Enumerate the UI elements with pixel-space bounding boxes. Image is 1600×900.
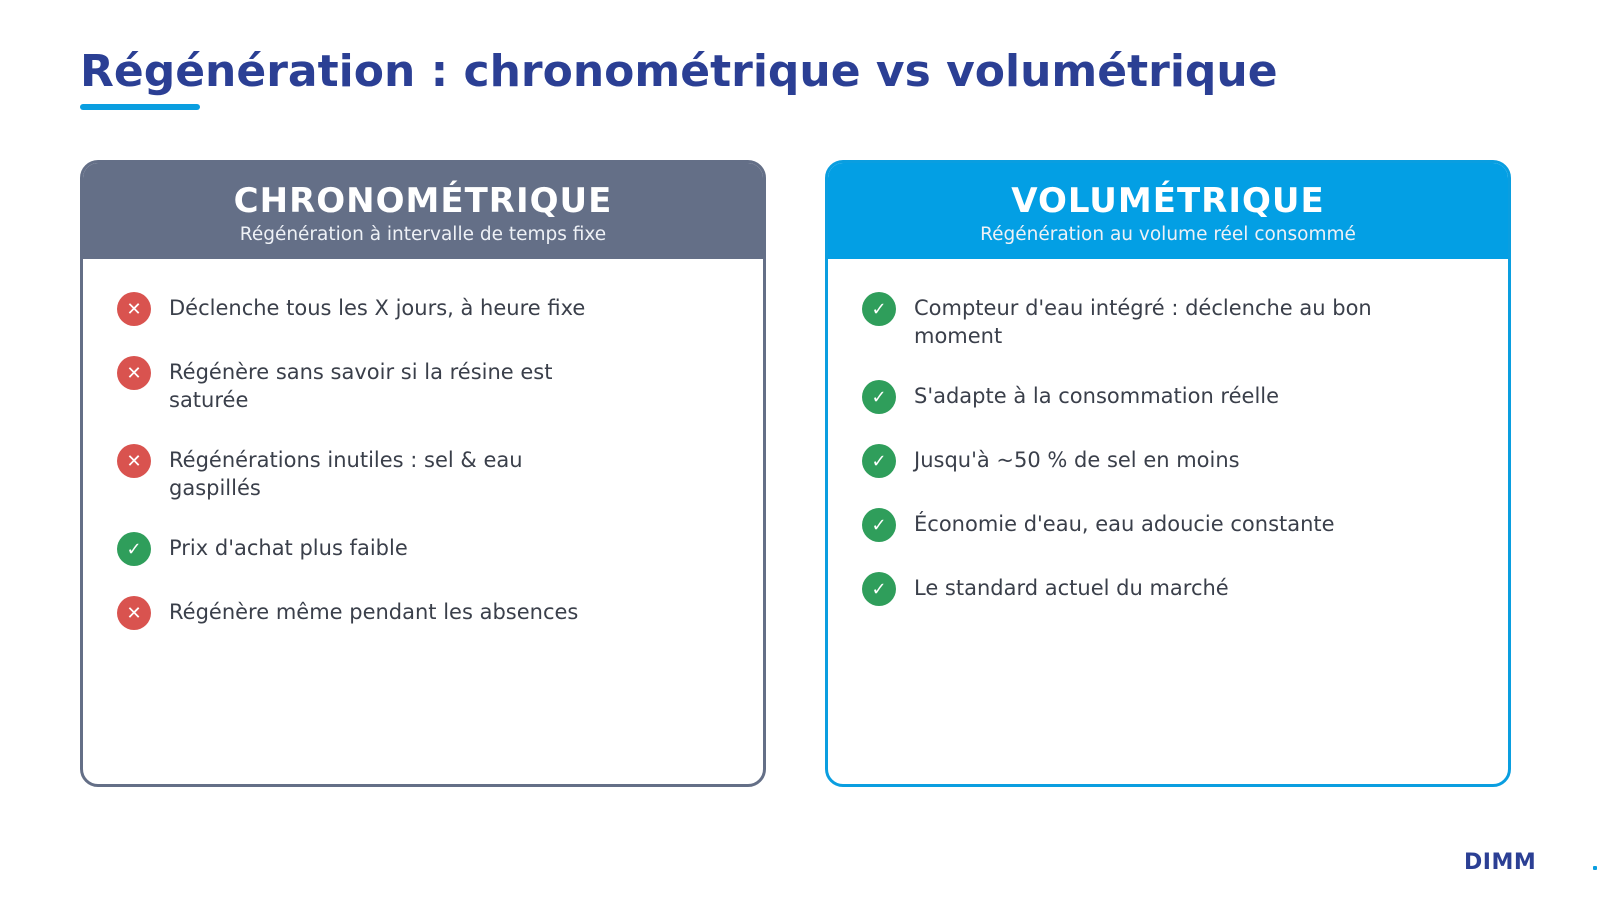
footer-logo: DIMM xyxy=(1464,850,1537,875)
check-icon: ✓ xyxy=(862,572,896,606)
chronometric-card-subheading: Régénération à intervalle de temps fixe xyxy=(239,224,607,245)
check-icon: ✓ xyxy=(862,444,896,478)
list-item xyxy=(862,508,1508,542)
cross-icon: ✕ xyxy=(117,356,151,390)
list-item-text: Prix d'achat plus faible xyxy=(169,536,408,560)
cross-icon: ✕ xyxy=(117,292,151,326)
list-item-text: S'adapte à la consommation réelle xyxy=(914,384,1280,408)
chronometric-card xyxy=(80,160,766,787)
footer-dot xyxy=(1593,866,1597,870)
list-item-text: Le standard actuel du marché xyxy=(914,576,1229,600)
list-item-text: Régénère même pendant les absences xyxy=(169,600,579,624)
chronometric-card-header xyxy=(83,163,763,259)
list-item-text: Compteur d'eau intégré : déclenche au bon moment xyxy=(914,296,1372,348)
list-item xyxy=(117,292,763,326)
list-item-text: Régénère sans savoir si la résine est saturée xyxy=(169,360,553,412)
list-item xyxy=(862,444,1508,478)
volumetric-item-list xyxy=(828,259,1508,606)
volumetric-card xyxy=(825,160,1511,787)
list-item xyxy=(117,532,763,566)
volumetric-card-header xyxy=(828,163,1508,259)
cross-icon: ✕ xyxy=(117,444,151,478)
volumetric-card-heading: VOLUMÉTRIQUE xyxy=(1011,181,1325,221)
page-title: Régénération : chronométrique vs volumétrique xyxy=(80,46,1278,97)
check-icon: ✓ xyxy=(862,508,896,542)
list-item-text: Régénérations inutiles : sel & eau gaspillés xyxy=(169,448,523,500)
list-item-text: Déclenche tous les X jours, à heure fixe xyxy=(169,296,586,320)
volumetric-card-subheading: Régénération au volume réel consommé xyxy=(980,224,1356,245)
list-item xyxy=(117,356,763,414)
list-item xyxy=(862,292,1508,350)
list-item xyxy=(117,596,763,630)
check-icon: ✓ xyxy=(862,292,896,326)
list-item-text: Jusqu'à ~50 % de sel en moins xyxy=(914,448,1240,472)
chronometric-card-heading: CHRONOMÉTRIQUE xyxy=(233,181,613,221)
list-item xyxy=(862,572,1508,606)
list-item xyxy=(862,380,1508,414)
cross-icon: ✕ xyxy=(117,596,151,630)
check-icon: ✓ xyxy=(862,380,896,414)
title-underline xyxy=(80,104,200,110)
list-item-text: Économie d'eau, eau adoucie constante xyxy=(914,512,1335,536)
list-item xyxy=(117,444,763,502)
chronometric-item-list xyxy=(83,259,763,630)
check-icon: ✓ xyxy=(117,532,151,566)
